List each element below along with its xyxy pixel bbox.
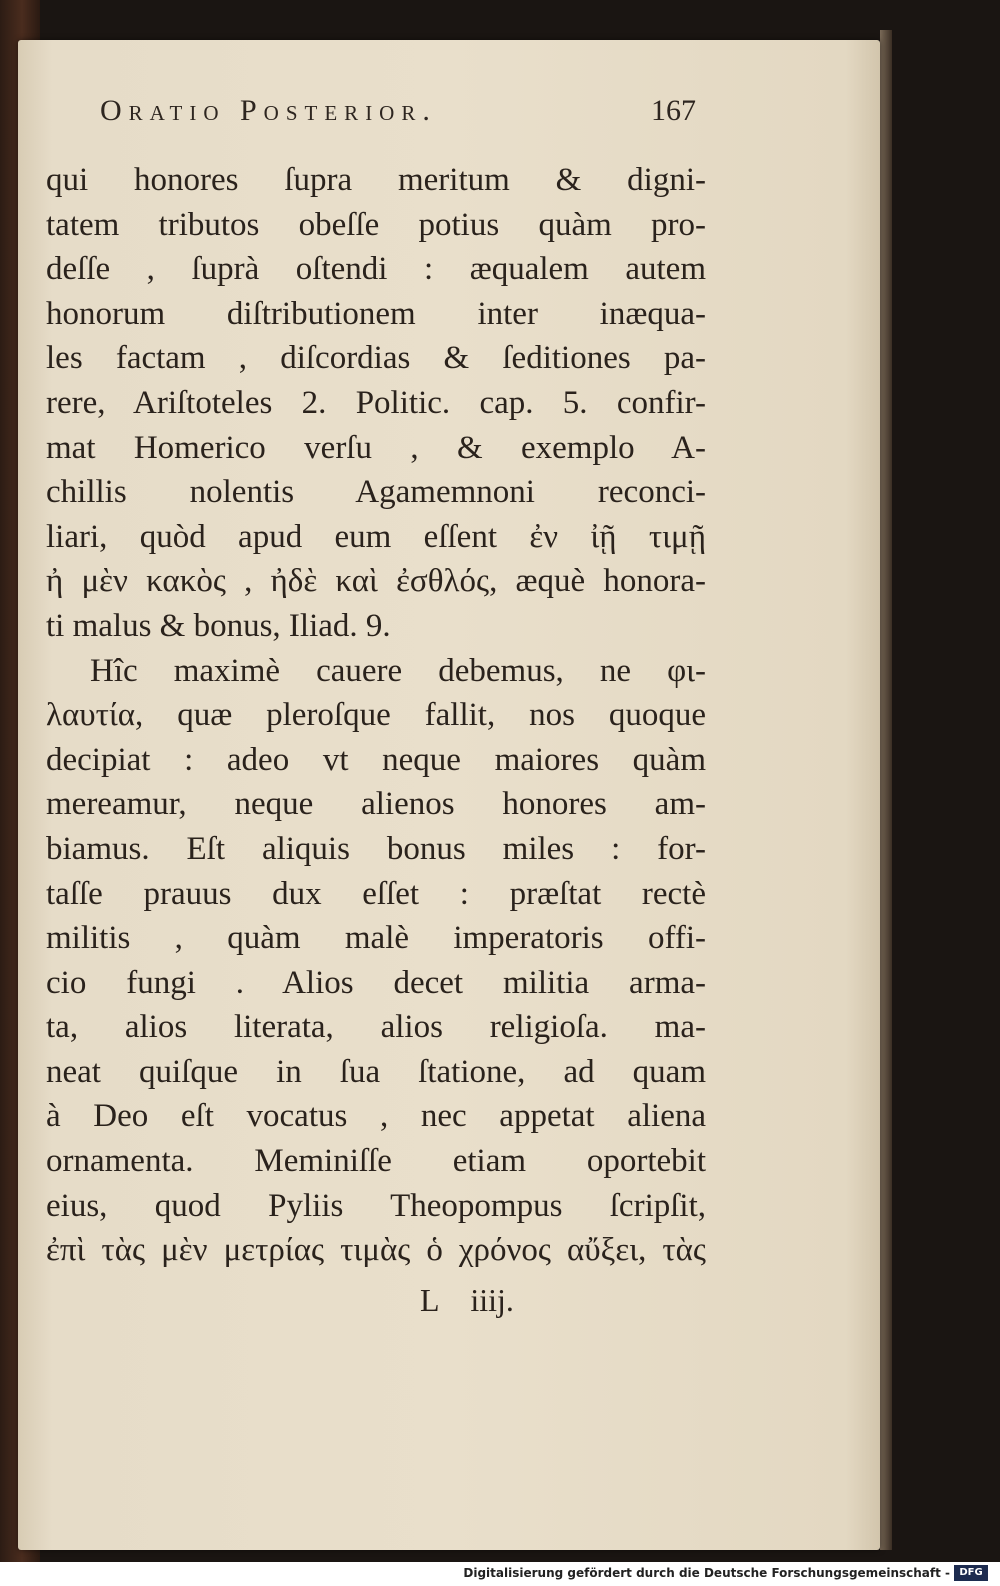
text-line: ἐπὶ τὰς μὲν μετρίας τιμὰς ὁ χρόνος αὔξει, τὰς	[46, 1232, 706, 1269]
text-line: eius, quod Pyliis Theopompus ſcripſit,	[46, 1187, 706, 1224]
text-line: mat Homerico verſu , & exemplo A-	[46, 429, 706, 466]
text-line: ti malus & bonus, Iliad. 9.	[46, 607, 391, 644]
text-line: rere, Ariſtoteles 2. Politic. cap. 5. confir-	[46, 384, 706, 421]
text-line: Hîc maximè cauere debemus, ne φι-	[90, 652, 706, 689]
text-line: liari, quòd apud eum eſſent ἐν ἰῇ τιμῇ	[46, 518, 706, 555]
text-line: tatem tributos obeſſe potius quàm pro-	[46, 206, 706, 243]
text-line: decipiat : adeo vt neque maiores quàm	[46, 741, 706, 778]
running-title: Oratio Posterior.	[100, 94, 437, 127]
page-number: 167	[651, 94, 696, 127]
text-line: chillis nolentis Agamemnoni reconci-	[46, 474, 706, 511]
text-line: honorum diſtributionem inter inæqua-	[46, 295, 706, 332]
text-line: taſſe prauus dux eſſet : præſtat rectè	[46, 875, 706, 912]
text-line: militis , quàm malè imperatoris offi-	[46, 920, 706, 957]
page-edge	[880, 30, 892, 1550]
text-line: λαυτία, quæ pleroſque fallit, nos quoque	[46, 697, 706, 734]
text-line: à Deo eſt vocatus , nec appetat aliena	[46, 1098, 706, 1135]
text-line: qui honores ſupra meritum & digni-	[46, 162, 706, 198]
text-line: ta, alios literata, alios religioſa. ma-	[46, 1009, 706, 1046]
running-head	[100, 94, 700, 138]
dfg-logo: DFG	[954, 1565, 988, 1581]
text-line: deſſe , ſuprà oſtendi : æqualem autem	[46, 251, 706, 288]
text-line: ἠ μὲν κακὸς , ἠδὲ καὶ ἐσθλός, æquè honora-	[46, 563, 706, 600]
footer-bar	[0, 1562, 1000, 1586]
text-line: biamus. Eſt aliquis bonus miles : for-	[46, 830, 706, 867]
text-line: les factam , diſcordias & ſeditiones pa-	[46, 340, 706, 377]
body-text	[46, 158, 706, 1273]
funding-credit: Digitalisierung gefördert durch die Deutsche Forschungsgemeinschaft -	[463, 1566, 950, 1580]
text-line: neat quiſque in ſua ſtatione, ad quam	[46, 1053, 706, 1090]
text-line: mereamur, neque alienos honores am-	[46, 786, 706, 823]
text-line: ornamenta. Meminiſſe etiam oportebit	[46, 1143, 706, 1180]
signature-mark: L iiij.	[420, 1282, 514, 1318]
text-line: cio fungi . Alios decet militia arma-	[46, 964, 706, 1001]
